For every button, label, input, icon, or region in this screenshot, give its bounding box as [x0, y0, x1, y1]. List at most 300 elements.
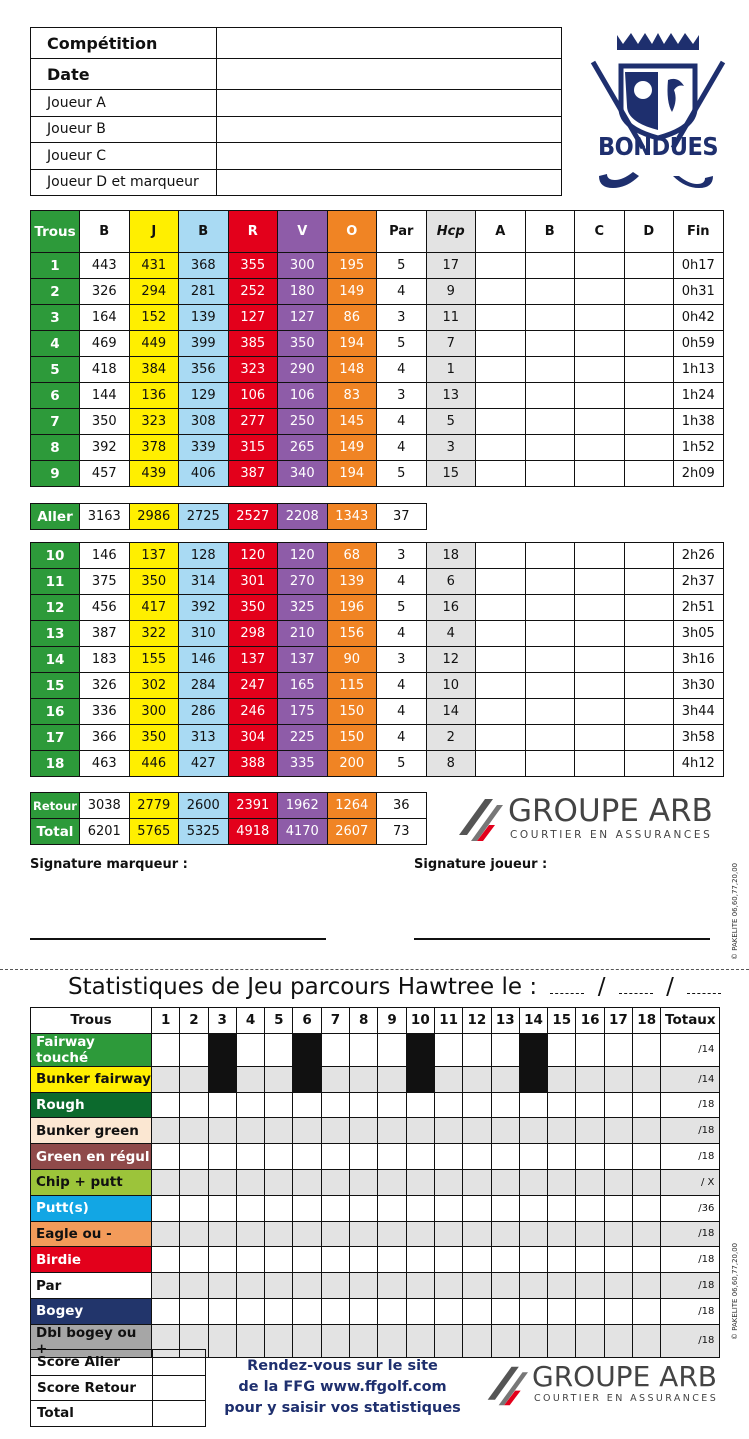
player-score-cell[interactable]	[624, 357, 674, 383]
stats-entry-cell[interactable]	[633, 1324, 661, 1357]
player-score-cell[interactable]	[575, 751, 625, 777]
stats-entry-cell[interactable]	[321, 1144, 349, 1170]
stats-entry-cell[interactable]	[152, 1033, 180, 1066]
player-score-cell[interactable]	[525, 595, 575, 621]
stats-entry-cell[interactable]	[321, 1066, 349, 1092]
stats-entry-cell[interactable]	[293, 1118, 321, 1144]
stats-entry-cell[interactable]	[463, 1298, 491, 1324]
player-score-cell[interactable]	[624, 699, 674, 725]
stats-entry-cell[interactable]	[491, 1247, 519, 1273]
stats-entry-cell[interactable]	[406, 1195, 434, 1221]
player-score-cell[interactable]	[575, 699, 625, 725]
stats-entry-cell[interactable]	[519, 1092, 547, 1118]
hole-row	[31, 725, 724, 751]
player-score-cell[interactable]	[525, 435, 575, 461]
player-score-cell[interactable]	[476, 305, 526, 331]
stats-entry-cell[interactable]	[434, 1169, 462, 1195]
stats-entry-cell[interactable]	[321, 1221, 349, 1247]
stats-entry-cell[interactable]	[152, 1169, 180, 1195]
stats-entry-cell[interactable]	[236, 1169, 264, 1195]
hole-row	[31, 543, 724, 569]
stats-entry-cell[interactable]	[180, 1066, 208, 1092]
stats-entry-cell[interactable]	[633, 1169, 661, 1195]
stats-entry-cell[interactable]	[350, 1092, 378, 1118]
stats-entry-cell[interactable]	[434, 1324, 462, 1357]
stats-entry-cell[interactable]	[378, 1118, 406, 1144]
stats-entry-cell[interactable]	[180, 1118, 208, 1144]
stats-entry-cell[interactable]	[548, 1033, 576, 1066]
stats-entry-cell[interactable]	[378, 1092, 406, 1118]
player-score-cell[interactable]	[575, 461, 625, 487]
total-row	[31, 819, 427, 845]
stats-entry-cell[interactable]	[633, 1221, 661, 1247]
stats-entry-cell[interactable]	[208, 1324, 236, 1357]
stats-entry-cell[interactable]	[293, 1169, 321, 1195]
stats-entry-cell[interactable]	[491, 1144, 519, 1170]
stats-entry-cell[interactable]	[406, 1144, 434, 1170]
player-score-cell[interactable]	[525, 725, 575, 751]
stats-entry-cell[interactable]	[293, 1195, 321, 1221]
stats-entry-cell[interactable]	[236, 1247, 264, 1273]
date-year-blank[interactable]	[687, 993, 721, 994]
player-score-cell[interactable]	[476, 383, 526, 409]
stats-entry-cell[interactable]	[519, 1273, 547, 1299]
stats-entry-cell[interactable]	[208, 1118, 236, 1144]
player-score-cell[interactable]	[525, 621, 575, 647]
stats-entry-cell[interactable]	[321, 1273, 349, 1299]
stats-entry-cell[interactable]	[152, 1273, 180, 1299]
player-score-cell[interactable]	[575, 383, 625, 409]
stats-entry-cell[interactable]	[378, 1066, 406, 1092]
player-score-cell[interactable]	[476, 751, 526, 777]
stats-entry-cell[interactable]	[519, 1118, 547, 1144]
stats-entry-cell[interactable]	[208, 1298, 236, 1324]
info-value-field[interactable]	[217, 143, 562, 170]
player-score-cell[interactable]	[575, 725, 625, 751]
stats-entry-cell[interactable]	[434, 1118, 462, 1144]
player-score-cell[interactable]	[575, 673, 625, 699]
stats-entry-cell[interactable]	[491, 1066, 519, 1092]
stats-entry-cell[interactable]	[463, 1118, 491, 1144]
player-score-cell[interactable]	[575, 569, 625, 595]
player-score-cell[interactable]	[624, 279, 674, 305]
stats-entry-cell[interactable]	[378, 1144, 406, 1170]
stats-entry-cell[interactable]	[604, 1144, 632, 1170]
stats-entry-cell[interactable]	[350, 1118, 378, 1144]
player-score-cell[interactable]	[525, 383, 575, 409]
stats-entry-cell[interactable]	[604, 1273, 632, 1299]
player-score-cell[interactable]	[476, 699, 526, 725]
info-value-field[interactable]	[217, 28, 562, 59]
stats-entry-cell[interactable]	[491, 1195, 519, 1221]
player-score-cell[interactable]	[624, 595, 674, 621]
player-score-cell[interactable]	[624, 331, 674, 357]
stats-entry-cell[interactable]	[519, 1247, 547, 1273]
stats-entry-cell[interactable]	[463, 1169, 491, 1195]
stats-entry-cell[interactable]	[321, 1118, 349, 1144]
stats-entry-cell[interactable]	[604, 1221, 632, 1247]
stats-entry-cell[interactable]	[604, 1298, 632, 1324]
stats-entry-cell[interactable]	[236, 1066, 264, 1092]
stats-entry-cell[interactable]	[576, 1273, 604, 1299]
player-score-cell[interactable]	[476, 253, 526, 279]
player-score-cell[interactable]	[525, 647, 575, 673]
stats-entry-cell[interactable]	[152, 1144, 180, 1170]
player-score-cell[interactable]	[624, 305, 674, 331]
stats-entry-cell[interactable]	[293, 1092, 321, 1118]
player-score-cell[interactable]	[624, 725, 674, 751]
stats-entry-cell[interactable]	[321, 1195, 349, 1221]
stats-entry-cell[interactable]	[519, 1195, 547, 1221]
stats-entry-cell[interactable]	[350, 1195, 378, 1221]
stats-entry-cell[interactable]	[180, 1169, 208, 1195]
player-score-cell[interactable]	[624, 461, 674, 487]
stats-entry-cell[interactable]	[548, 1324, 576, 1357]
stats-entry-cell[interactable]	[378, 1195, 406, 1221]
score-summary-value[interactable]	[153, 1350, 206, 1376]
player-score-cell[interactable]	[476, 621, 526, 647]
stats-entry-cell[interactable]	[208, 1092, 236, 1118]
stats-entry-cell[interactable]	[152, 1298, 180, 1324]
stats-entry-cell[interactable]	[236, 1033, 264, 1066]
date-month-blank[interactable]	[619, 993, 653, 994]
stats-entry-cell[interactable]	[576, 1033, 604, 1066]
stats-entry-cell[interactable]	[378, 1324, 406, 1357]
player-score-cell[interactable]	[476, 435, 526, 461]
stats-entry-cell[interactable]	[406, 1324, 434, 1357]
player-score-cell[interactable]	[575, 357, 625, 383]
stats-entry-cell[interactable]	[604, 1324, 632, 1357]
stats-entry-cell[interactable]	[519, 1324, 547, 1357]
stats-entry-cell[interactable]	[350, 1298, 378, 1324]
player-score-cell[interactable]	[624, 751, 674, 777]
stats-entry-cell[interactable]	[406, 1247, 434, 1273]
stats-entry-cell[interactable]	[463, 1324, 491, 1357]
stats-entry-cell[interactable]	[463, 1092, 491, 1118]
stats-entry-cell[interactable]	[434, 1273, 462, 1299]
stats-entry-cell[interactable]	[180, 1195, 208, 1221]
stats-entry-cell[interactable]	[180, 1144, 208, 1170]
stats-entry-cell[interactable]	[293, 1273, 321, 1299]
stats-entry-cell[interactable]	[576, 1324, 604, 1357]
stats-entry-cell[interactable]	[265, 1273, 293, 1299]
player-score-cell[interactable]	[624, 409, 674, 435]
arb-slash-icon	[484, 1363, 528, 1409]
stats-entry-cell[interactable]	[265, 1221, 293, 1247]
stats-entry-cell[interactable]	[604, 1066, 632, 1092]
stats-entry-cell[interactable]	[378, 1273, 406, 1299]
stats-entry-cell[interactable]	[378, 1169, 406, 1195]
stats-entry-cell[interactable]	[576, 1169, 604, 1195]
stats-entry-cell[interactable]	[463, 1144, 491, 1170]
stats-entry-cell[interactable]	[350, 1247, 378, 1273]
stats-entry-cell[interactable]	[576, 1144, 604, 1170]
stats-entry-cell[interactable]	[491, 1118, 519, 1144]
stats-entry-cell[interactable]	[378, 1221, 406, 1247]
stats-entry-cell[interactable]	[519, 1221, 547, 1247]
player-score-cell[interactable]	[476, 647, 526, 673]
signature-player-line[interactable]	[414, 938, 710, 940]
stats-entry-cell[interactable]	[576, 1298, 604, 1324]
stats-entry-cell[interactable]	[548, 1144, 576, 1170]
stats-entry-cell[interactable]	[180, 1298, 208, 1324]
stats-entry-cell[interactable]	[548, 1195, 576, 1221]
stats-entry-cell[interactable]	[321, 1092, 349, 1118]
stats-entry-cell[interactable]	[604, 1092, 632, 1118]
stats-entry-cell[interactable]	[576, 1247, 604, 1273]
stats-entry-cell[interactable]	[152, 1221, 180, 1247]
stats-entry-cell[interactable]	[434, 1298, 462, 1324]
stats-entry-cell[interactable]	[576, 1092, 604, 1118]
stats-entry-cell[interactable]	[236, 1221, 264, 1247]
stats-entry-cell[interactable]	[152, 1195, 180, 1221]
stats-entry-cell[interactable]	[180, 1273, 208, 1299]
stats-entry-cell[interactable]	[576, 1221, 604, 1247]
stats-entry-cell[interactable]	[180, 1221, 208, 1247]
player-score-cell[interactable]	[624, 647, 674, 673]
stats-entry-cell[interactable]	[293, 1298, 321, 1324]
player-score-cell[interactable]	[624, 543, 674, 569]
player-score-cell[interactable]	[525, 331, 575, 357]
stats-entry-cell[interactable]	[576, 1066, 604, 1092]
stats-entry-cell[interactable]	[434, 1033, 462, 1066]
stats-entry-cell[interactable]	[604, 1033, 632, 1066]
stats-entry-cell[interactable]	[265, 1247, 293, 1273]
player-score-cell[interactable]	[476, 673, 526, 699]
player-score-cell[interactable]	[476, 409, 526, 435]
stats-entry-cell[interactable]	[265, 1298, 293, 1324]
stats-entry-cell[interactable]	[548, 1118, 576, 1144]
player-score-cell[interactable]	[525, 305, 575, 331]
player-score-cell[interactable]	[525, 279, 575, 305]
stats-entry-cell[interactable]	[491, 1298, 519, 1324]
player-score-cell[interactable]	[476, 595, 526, 621]
player-score-cell[interactable]	[476, 279, 526, 305]
player-score-cell[interactable]	[476, 725, 526, 751]
player-score-cell[interactable]	[525, 751, 575, 777]
stats-entry-cell[interactable]	[576, 1118, 604, 1144]
stats-entry-cell[interactable]	[350, 1324, 378, 1357]
stats-entry-cell[interactable]	[633, 1092, 661, 1118]
stats-entry-cell[interactable]	[321, 1247, 349, 1273]
stats-entry-cell[interactable]	[321, 1324, 349, 1357]
stats-entry-cell[interactable]	[633, 1033, 661, 1066]
stats-entry-cell[interactable]	[208, 1144, 236, 1170]
stats-entry-cell[interactable]	[236, 1195, 264, 1221]
stats-entry-cell[interactable]	[293, 1324, 321, 1357]
stats-entry-cell[interactable]	[180, 1092, 208, 1118]
player-score-cell[interactable]	[575, 279, 625, 305]
stats-entry-cell[interactable]	[463, 1066, 491, 1092]
stats-entry-cell[interactable]	[350, 1169, 378, 1195]
stats-entry-cell[interactable]	[236, 1324, 264, 1357]
stats-row-total: /18	[661, 1221, 720, 1247]
stats-entry-cell[interactable]	[378, 1033, 406, 1066]
stats-entry-cell[interactable]	[548, 1169, 576, 1195]
stats-entry-cell[interactable]	[491, 1221, 519, 1247]
player-score-cell[interactable]	[624, 435, 674, 461]
stats-entry-cell[interactable]	[576, 1195, 604, 1221]
player-score-cell[interactable]	[525, 253, 575, 279]
stats-entry-cell[interactable]	[293, 1221, 321, 1247]
stats-entry-cell[interactable]	[180, 1247, 208, 1273]
stats-entry-cell[interactable]	[604, 1195, 632, 1221]
info-value-field[interactable]	[217, 116, 562, 143]
stats-entry-cell[interactable]	[152, 1247, 180, 1273]
stats-entry-cell[interactable]	[265, 1033, 293, 1066]
stats-entry-cell[interactable]	[491, 1033, 519, 1066]
signature-marker-line[interactable]	[30, 938, 326, 940]
player-score-cell[interactable]	[525, 357, 575, 383]
stats-entry-cell[interactable]	[406, 1118, 434, 1144]
stats-entry-cell[interactable]	[491, 1273, 519, 1299]
stats-entry-cell[interactable]	[604, 1247, 632, 1273]
stats-entry-cell[interactable]	[265, 1066, 293, 1092]
stats-row-label: Bunker green	[31, 1118, 152, 1144]
stats-entry-cell[interactable]	[463, 1247, 491, 1273]
player-score-cell[interactable]	[575, 305, 625, 331]
stats-entry-cell[interactable]	[152, 1118, 180, 1144]
stats-entry-cell[interactable]	[519, 1169, 547, 1195]
player-score-cell[interactable]	[476, 357, 526, 383]
stats-entry-cell[interactable]	[519, 1144, 547, 1170]
stats-entry-cell[interactable]	[208, 1169, 236, 1195]
stats-entry-cell[interactable]	[208, 1195, 236, 1221]
stats-entry-cell[interactable]	[463, 1221, 491, 1247]
player-score-cell[interactable]	[575, 331, 625, 357]
stats-entry-cell[interactable]	[236, 1144, 264, 1170]
player-score-cell[interactable]	[575, 435, 625, 461]
player-score-cell[interactable]	[525, 543, 575, 569]
stats-entry-cell[interactable]	[293, 1247, 321, 1273]
stats-entry-cell[interactable]	[321, 1033, 349, 1066]
stats-entry-cell[interactable]	[208, 1221, 236, 1247]
player-score-cell[interactable]	[575, 647, 625, 673]
stats-entry-cell[interactable]	[208, 1273, 236, 1299]
player-score-cell[interactable]	[575, 595, 625, 621]
score-summary-value[interactable]	[153, 1375, 206, 1401]
stats-entry-cell[interactable]	[548, 1273, 576, 1299]
stats-entry-cell[interactable]	[633, 1298, 661, 1324]
player-score-cell[interactable]	[525, 569, 575, 595]
signature-player-label: Signature joueur :	[414, 857, 548, 872]
stats-entry-cell[interactable]	[350, 1066, 378, 1092]
stats-entry-cell[interactable]	[434, 1195, 462, 1221]
stats-entry-cell[interactable]	[463, 1033, 491, 1066]
player-score-cell[interactable]	[624, 621, 674, 647]
player-score-cell[interactable]	[525, 409, 575, 435]
player-score-cell[interactable]	[525, 461, 575, 487]
player-score-cell[interactable]	[525, 673, 575, 699]
stats-entry-cell[interactable]	[519, 1298, 547, 1324]
stats-entry-cell[interactable]	[604, 1118, 632, 1144]
info-value-field[interactable]	[217, 169, 562, 196]
player-score-cell[interactable]	[525, 699, 575, 725]
stats-entry-cell[interactable]	[236, 1092, 264, 1118]
stats-entry-cell[interactable]	[265, 1324, 293, 1357]
stats-entry-cell[interactable]	[152, 1092, 180, 1118]
stats-entry-cell[interactable]	[378, 1298, 406, 1324]
stats-entry-cell[interactable]	[350, 1144, 378, 1170]
stats-entry-cell[interactable]	[180, 1033, 208, 1066]
stats-entry-cell[interactable]	[293, 1144, 321, 1170]
player-score-cell[interactable]	[476, 569, 526, 595]
player-score-cell[interactable]	[575, 543, 625, 569]
stats-entry-cell[interactable]	[321, 1169, 349, 1195]
score-summary-value[interactable]	[153, 1401, 206, 1427]
stats-entry-cell[interactable]	[548, 1298, 576, 1324]
stats-entry-cell[interactable]	[236, 1118, 264, 1144]
stats-entry-cell[interactable]	[152, 1066, 180, 1092]
stats-entry-cell[interactable]	[548, 1066, 576, 1092]
stats-entry-cell[interactable]	[491, 1324, 519, 1357]
player-score-cell[interactable]	[476, 543, 526, 569]
stats-entry-cell[interactable]	[406, 1298, 434, 1324]
stats-entry-cell[interactable]	[406, 1273, 434, 1299]
stats-entry-cell[interactable]	[406, 1169, 434, 1195]
stats-entry-cell[interactable]	[633, 1144, 661, 1170]
stats-entry-cell[interactable]	[633, 1195, 661, 1221]
stats-entry-cell[interactable]	[350, 1273, 378, 1299]
stats-entry-cell[interactable]	[406, 1221, 434, 1247]
stats-entry-cell[interactable]	[434, 1144, 462, 1170]
player-score-cell[interactable]	[575, 409, 625, 435]
stats-entry-cell[interactable]	[633, 1118, 661, 1144]
stats-entry-cell[interactable]	[491, 1169, 519, 1195]
stats-entry-cell[interactable]	[378, 1247, 406, 1273]
stats-entry-cell[interactable]	[265, 1092, 293, 1118]
stats-entry-cell[interactable]	[434, 1247, 462, 1273]
player-score-cell[interactable]	[624, 569, 674, 595]
player-score-cell[interactable]	[575, 621, 625, 647]
stats-entry-cell[interactable]	[350, 1221, 378, 1247]
stats-entry-cell[interactable]	[633, 1247, 661, 1273]
stats-entry-cell[interactable]	[434, 1092, 462, 1118]
info-value-field[interactable]	[217, 90, 562, 117]
stats-entry-cell[interactable]	[406, 1092, 434, 1118]
stats-entry-cell[interactable]	[321, 1298, 349, 1324]
stats-entry-cell[interactable]	[548, 1247, 576, 1273]
aller-subtotal-table	[30, 503, 427, 530]
stats-entry-cell[interactable]	[548, 1092, 576, 1118]
stats-entry-cell[interactable]	[236, 1298, 264, 1324]
stats-entry-cell[interactable]	[208, 1247, 236, 1273]
stats-entry-cell[interactable]	[548, 1221, 576, 1247]
stats-entry-cell[interactable]	[265, 1144, 293, 1170]
stats-entry-cell[interactable]	[434, 1066, 462, 1092]
player-score-cell[interactable]	[575, 253, 625, 279]
stats-entry-cell[interactable]	[265, 1118, 293, 1144]
stats-entry-cell[interactable]	[265, 1195, 293, 1221]
stats-entry-cell[interactable]	[265, 1169, 293, 1195]
stats-entry-cell[interactable]	[604, 1169, 632, 1195]
player-score-cell[interactable]	[624, 673, 674, 699]
date-day-blank[interactable]	[550, 993, 584, 994]
stats-entry-cell[interactable]	[236, 1273, 264, 1299]
stats-entry-cell[interactable]	[633, 1066, 661, 1092]
player-score-cell[interactable]	[476, 331, 526, 357]
stats-entry-cell[interactable]	[633, 1273, 661, 1299]
player-score-cell[interactable]	[624, 253, 674, 279]
stats-entry-cell[interactable]	[434, 1221, 462, 1247]
info-value-field[interactable]	[217, 59, 562, 90]
stats-entry-cell[interactable]	[463, 1273, 491, 1299]
stats-entry-cell[interactable]	[350, 1033, 378, 1066]
stats-entry-cell[interactable]	[463, 1195, 491, 1221]
stats-entry-cell[interactable]	[491, 1092, 519, 1118]
player-score-cell[interactable]	[624, 383, 674, 409]
player-score-cell[interactable]	[476, 461, 526, 487]
